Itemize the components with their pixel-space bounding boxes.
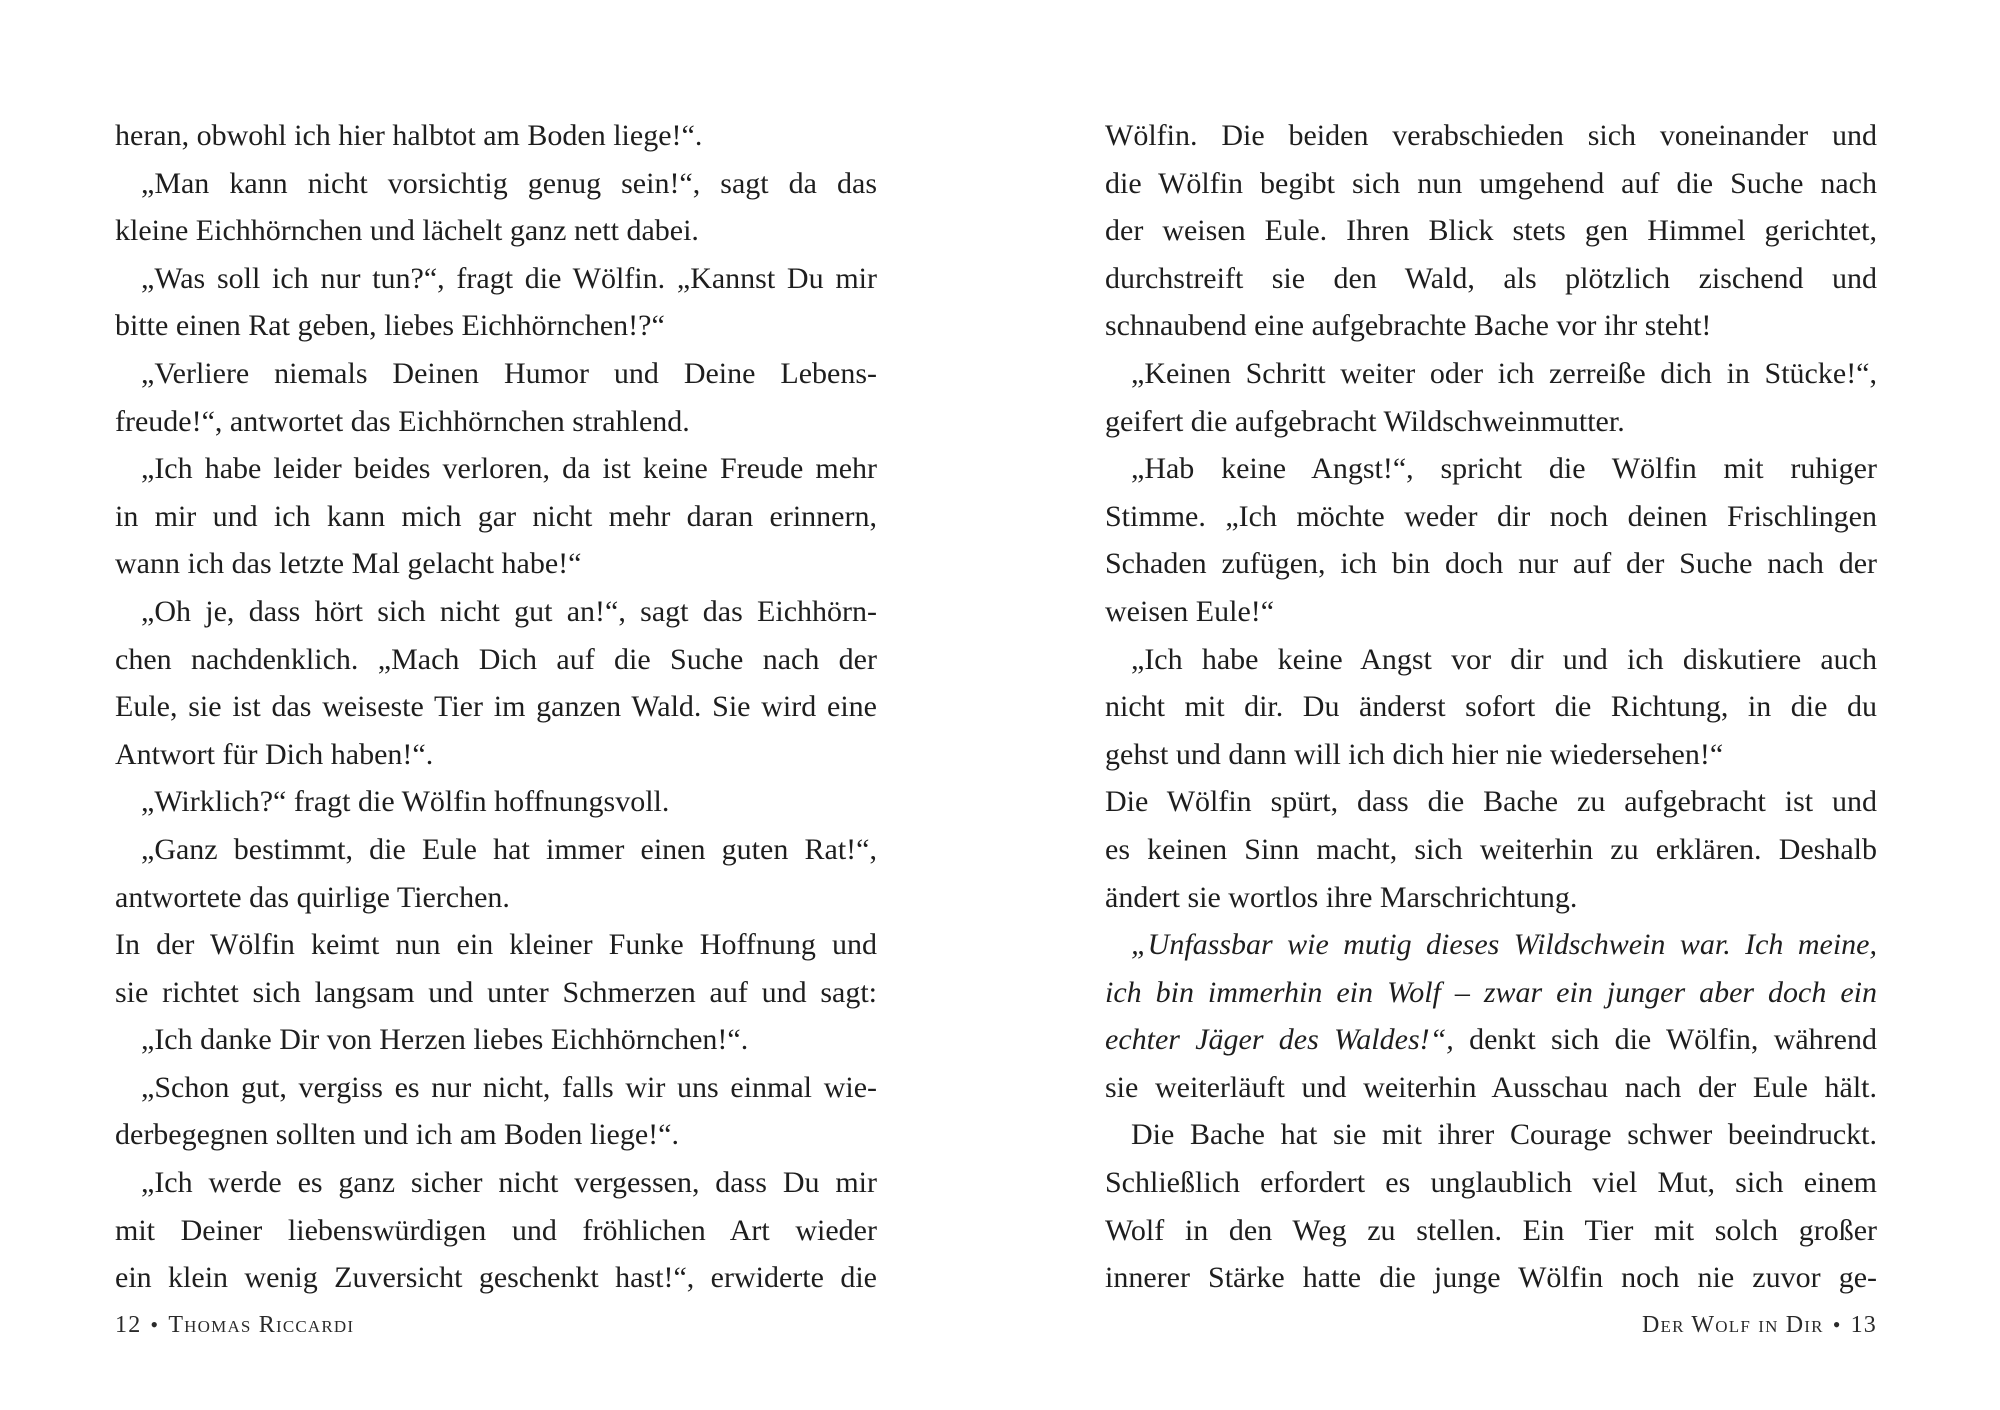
text-segment: „Ich werde es ganz sicher nicht vergessen, dass Du mir: [141, 1166, 877, 1200]
right-page-text-column: [1105, 112, 1877, 1302]
text-segment: bitte einen Rat geben, liebes Eichhörnchen!?“: [115, 309, 665, 343]
text-line: [115, 969, 877, 1017]
footer-bullet-icon: •: [1832, 1312, 1842, 1337]
text-line: [115, 1254, 877, 1302]
text-line: [115, 112, 877, 160]
text-line: [1105, 255, 1877, 303]
text-line: [115, 826, 877, 874]
text-line: [115, 1207, 877, 1255]
text-line: [115, 921, 877, 969]
left-page-number: 12: [115, 1312, 142, 1338]
text-segment: „Ich habe leider beides verloren, da ist keine Freude mehr: [141, 452, 877, 486]
text-segment: weisen Eule!“: [1105, 594, 1275, 628]
text-line: [115, 445, 877, 493]
text-line: [1105, 874, 1877, 922]
text-segment: denkt sich die Wölfin, während: [1453, 1023, 1877, 1057]
text-segment: chen nachdenklich. „Mach Dich auf die Suche nach der: [115, 642, 877, 676]
text-line: [115, 160, 877, 208]
text-line: [1105, 588, 1877, 636]
text-segment: Wölfin. Die beiden verabschieden sich voneinander und: [1105, 119, 1877, 152]
text-segment: Schaden zufügen, ich bin doch nur auf der Suche nach der: [1105, 547, 1877, 581]
italic-text-segment: ich bin immerhin ein Wolf – zwar ein junger aber doch ein: [1105, 975, 1877, 1009]
text-line: [115, 540, 877, 588]
text-segment: „Wirklich?“ fragt die Wölfin hoffnungsvoll.: [141, 785, 670, 819]
text-segment: In der Wölfin keimt nun ein kleiner Funke Hoffnung und: [115, 928, 877, 962]
text-line: [115, 778, 877, 826]
text-line: [115, 493, 877, 541]
text-segment: „Hab keine Angst!“, spricht die Wölfin mit ruhiger: [1131, 452, 1877, 486]
italic-text-segment: „Unfassbar wie mutig dieses Wildschwein war. Ich meine,: [1131, 928, 1877, 962]
text-segment: nicht mit dir. Du änderst sofort die Richtung, in die du: [1105, 690, 1877, 724]
text-line: [1105, 398, 1877, 446]
text-line: [1105, 302, 1877, 350]
text-segment: die Wölfin begibt sich nun umgehend auf die Suche nach: [1105, 166, 1877, 200]
text-line: [115, 731, 877, 779]
text-segment: mit Deiner liebenswürdigen und fröhlichen Art wieder: [115, 1213, 877, 1247]
text-line: [1105, 826, 1877, 874]
text-line: [1105, 1111, 1877, 1159]
text-line: [115, 350, 877, 398]
text-segment: es keinen Sinn macht, sich weiterhin zu erklären. Deshalb: [1105, 832, 1877, 866]
text-segment: heran, obwohl ich hier halbtot am Boden liege!“.: [115, 119, 703, 152]
text-segment: „Schon gut, vergiss es nur nicht, falls wir uns einmal wie-: [141, 1070, 877, 1104]
text-line: [115, 874, 877, 922]
text-segment: „Ganz bestimmt, die Eule hat immer einen guten Rat!“,: [141, 832, 877, 866]
text-line: [1105, 683, 1877, 731]
text-segment: Schließlich erfordert es unglaublich viel Mut, sich einem: [1105, 1166, 1877, 1200]
running-footer-author: Thomas Riccardi: [168, 1312, 355, 1338]
text-line: [115, 207, 877, 255]
text-segment: „Was soll ich nur tun?“, fragt die Wölfin. „Kannst Du mir: [141, 261, 877, 295]
left-page-footer: [115, 1312, 877, 1339]
text-segment: Eule, sie ist das weiseste Tier im ganzen Wald. Sie wird eine: [115, 690, 877, 724]
text-segment: schnaubend eine aufgebrachte Bache vor ihr steht!: [1105, 309, 1712, 343]
text-segment: durchstreift sie den Wald, als plötzlich zischend und: [1105, 261, 1877, 295]
text-segment: „Keinen Schritt weiter oder ich zerreiße dich in Stücke!“,: [1131, 356, 1877, 390]
text-segment: „Verliere niemals Deinen Humor und Deine Lebens-: [141, 356, 877, 390]
text-segment: „Ich danke Dir von Herzen liebes Eichhörnchen!“.: [141, 1023, 749, 1057]
text-line: [1105, 636, 1877, 684]
text-line: [115, 1064, 877, 1112]
left-page-text-column: [115, 112, 877, 1302]
text-segment: „Oh je, dass hört sich nicht gut an!“, sagt das Eichhörn-: [141, 594, 877, 628]
text-segment: „Man kann nicht vorsichtig genug sein!“, sagt da das: [141, 166, 877, 200]
text-line: [1105, 445, 1877, 493]
text-line: [1105, 1207, 1877, 1255]
right-page-number: 13: [1850, 1312, 1877, 1338]
text-line: [115, 1111, 877, 1159]
text-segment: innerer Stärke hatte die junge Wölfin noch nie zuvor ge-: [1105, 1261, 1877, 1295]
text-line: [1105, 969, 1877, 1017]
text-segment: Die Bache hat sie mit ihrer Courage schwer beeindruckt.: [1131, 1118, 1877, 1152]
text-segment: Wolf in den Weg zu stellen. Ein Tier mit solch großer: [1105, 1213, 1877, 1247]
text-segment: wann ich das letzte Mal gelacht habe!“: [115, 547, 582, 581]
italic-text-segment: echter Jäger des Waldes!“,: [1105, 1023, 1454, 1057]
text-segment: sie weiterläuft und weiterhin Ausschau nach der Eule hält.: [1105, 1070, 1877, 1104]
text-line: [1105, 1016, 1877, 1064]
text-line: [1105, 1159, 1877, 1207]
text-segment: ein klein wenig Zuversicht geschenkt hast!“, erwiderte die: [115, 1261, 877, 1295]
text-line: [1105, 207, 1877, 255]
text-line: [1105, 112, 1877, 160]
text-segment: Antwort für Dich haben!“.: [115, 737, 434, 771]
text-line: [115, 1016, 877, 1064]
text-line: [1105, 778, 1877, 826]
text-segment: gehst und dann will ich dich hier nie wiedersehen!“: [1105, 737, 1724, 771]
text-line: [1105, 493, 1877, 541]
text-segment: Die Wölfin spürt, dass die Bache zu aufgebracht ist und: [1105, 785, 1877, 819]
text-line: [115, 588, 877, 636]
text-segment: der weisen Eule. Ihren Blick stets gen Himmel gerichtet,: [1105, 214, 1877, 248]
text-line: [1105, 731, 1877, 779]
text-segment: in mir und ich kann mich gar nicht mehr daran erinnern,: [115, 499, 877, 533]
text-segment: „Ich habe keine Angst vor dir und ich diskutiere auch: [1131, 642, 1877, 676]
text-segment: ändert sie wortlos ihre Marschrichtung.: [1105, 880, 1578, 914]
text-segment: kleine Eichhörnchen und lächelt ganz nett dabei.: [115, 214, 699, 248]
text-segment: freude!“, antwortet das Eichhörnchen strahlend.: [115, 404, 690, 438]
text-line: [1105, 1254, 1877, 1302]
text-line: [1105, 921, 1877, 969]
text-segment: Stimme. „Ich möchte weder dir noch deinen Frischlingen: [1105, 499, 1877, 533]
text-line: [1105, 1064, 1877, 1112]
text-segment: antwortete das quirlige Tierchen.: [115, 880, 510, 914]
text-segment: derbegegnen sollten und ich am Boden liege!“.: [115, 1118, 679, 1152]
text-segment: sie richtet sich langsam und unter Schmerzen auf und sagt:: [115, 975, 877, 1009]
footer-bullet-icon: •: [150, 1312, 160, 1337]
text-line: [115, 255, 877, 303]
running-footer-book-title: Der Wolf in Dir: [1642, 1312, 1824, 1338]
text-line: [115, 398, 877, 446]
text-line: [1105, 350, 1877, 398]
text-line: [115, 1159, 877, 1207]
text-line: [1105, 540, 1877, 588]
right-page-footer: [1105, 1312, 1877, 1339]
text-segment: geifert die aufgebracht Wildschweinmutter.: [1105, 404, 1625, 438]
text-line: [115, 302, 877, 350]
text-line: [115, 683, 877, 731]
text-line: [1105, 160, 1877, 208]
text-line: [115, 636, 877, 684]
